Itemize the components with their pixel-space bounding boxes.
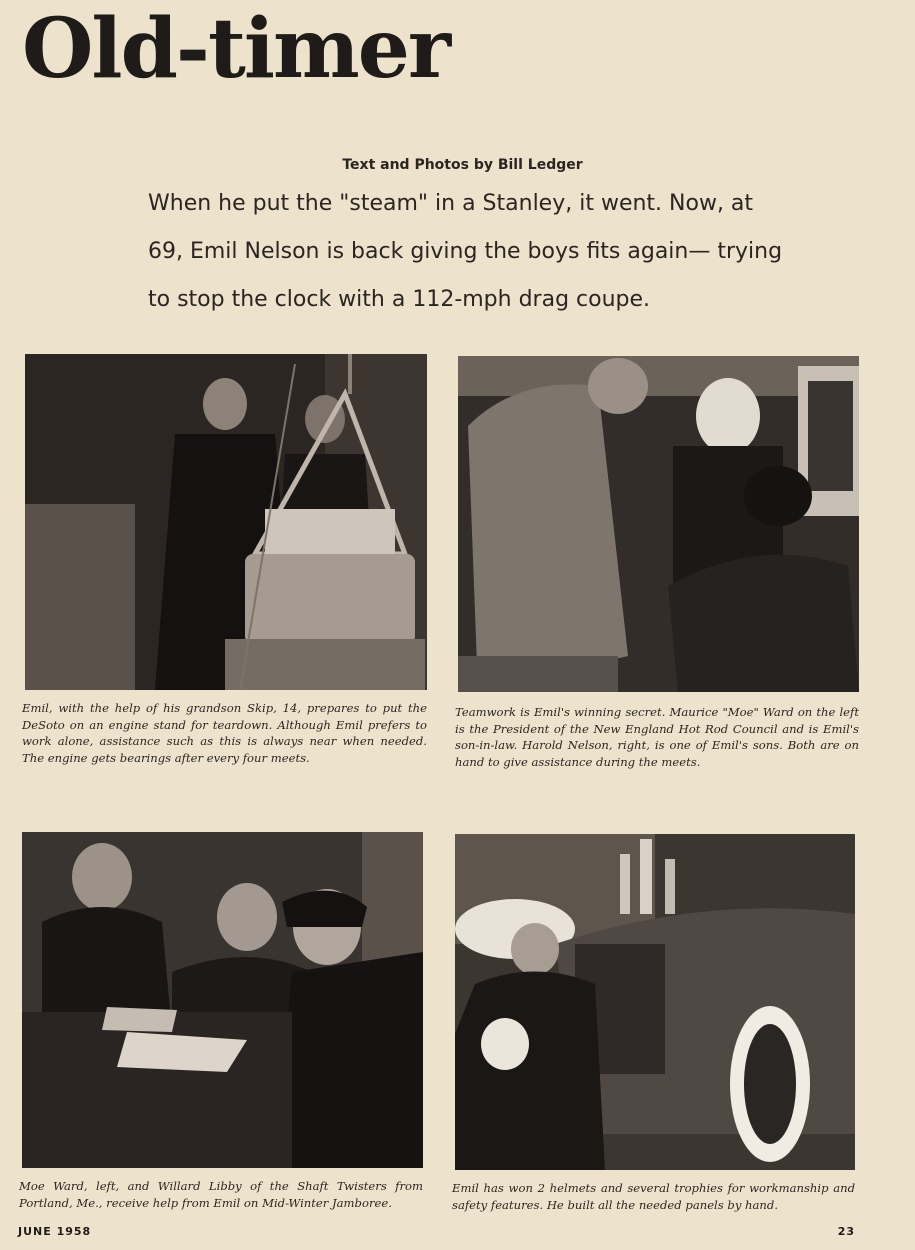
footer-issue: JUNE 1958 bbox=[18, 1225, 92, 1238]
photo-teamwork bbox=[458, 356, 859, 692]
article-deck: When he put the "steam" in a Stanley, it went. Now, at 69, Emil Nelson is back giving the boys fits again— trying to stop the clock with a 112-mph drag coupe. bbox=[148, 191, 783, 312]
photo-caption: Moe Ward, left, and Willard Libby of the Shaft Twisters from Portland, Me., receive help from Emil on Mid-Winter Jamboree. bbox=[19, 1179, 423, 1210]
photo-caption: Teamwork is Emil's winning secret. Maurice "Moe" Ward on the left is the President of the New England Hot Rod Council and is Emil's son-in-law. Harold Nelson, right, is one of Emil's sons. Both are on hand to give assistance during the meets. bbox=[455, 705, 859, 769]
photo-engine-stand bbox=[25, 354, 427, 690]
photo-caption: Emil has won 2 helmets and several trophies for workmanship and safety features. He built all the needed panels by hand. bbox=[452, 1181, 855, 1212]
page-number: 23 bbox=[837, 1225, 855, 1238]
byline: Text and Photos by Bill Ledger bbox=[342, 157, 583, 173]
photo-shaft-twisters bbox=[22, 832, 423, 1168]
photo-caption: Emil, with the help of his grandson Skip, 14, prepares to put the DeSoto on an engine stand for teardown. Although Emil prefers to work alone, assistance such as this is always near when needed. The engine gets bearings after every four meets. bbox=[22, 701, 427, 765]
article-title: Old-timer bbox=[22, 1, 450, 97]
photo-trophies-coupe bbox=[455, 834, 855, 1170]
